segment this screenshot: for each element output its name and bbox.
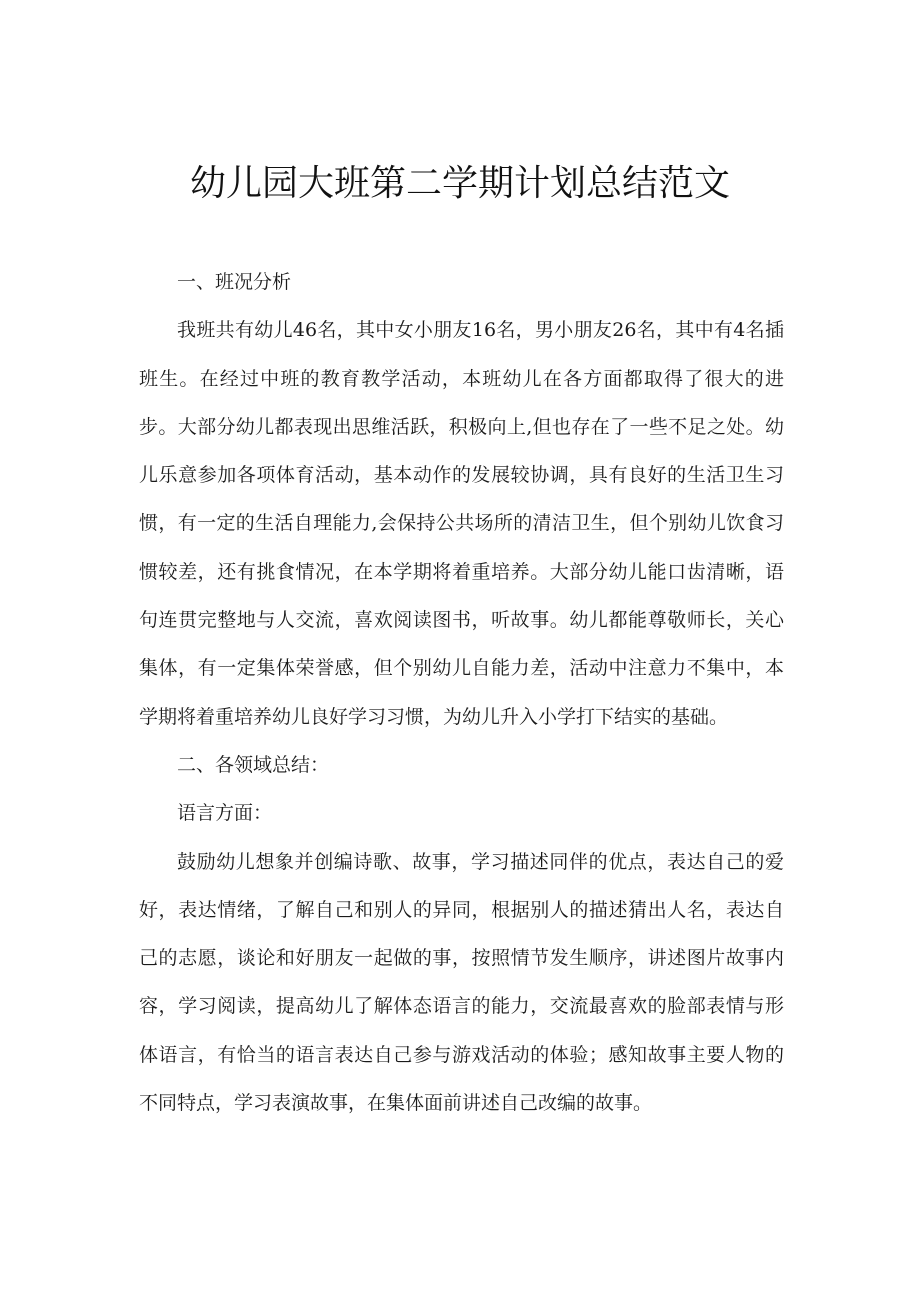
- document-title: 幼儿园大班第二学期计划总结范文: [189, 163, 730, 204]
- section-heading-class-analysis: 一、班况分析: [177, 271, 292, 293]
- section-heading-domain-summary: 二、各领域总结：: [177, 753, 330, 776]
- subsection-heading-language: 语言方面：: [177, 802, 273, 825]
- document-body: [139, 258, 784, 1127]
- paragraph-class-analysis: 我班共有幼儿46名，其中女小朋友16名，男小朋友26名，其中有4名插班生。在经过中班的教育教学活动，本班幼儿在各方面都取得了很大的进步。大部分幼儿都表现出思维活跃，积极向上,但也存在了一些不足之处。幼儿乐意参加各项体育活动，基本动作的发展较协调，具有良好的生活卫生习惯，有一定的生活自理能力,会保持公共场所的清洁卫生，但个别幼儿饮食习惯较差，还有挑食情况，在本学期将着重培养。大部分幼儿能口齿清晰，语句连贯完整地与人交流，喜欢阅读图书，听故事。幼儿都能尊敬师长，关心集体，有一定集体荣誉感，但个别幼儿自能力差，活动中注意力不集中，本学期将着重培养幼儿良好学习习惯，为幼儿升入小学打下结实的基础。: [139, 319, 784, 728]
- paragraph-language: 鼓励幼儿想象并创编诗歌、故事，学习描述同伴的优点，表达自己的爱好，表达情绪，了解自己和别人的异同，根据别人的描述猜出人名，表达自己的志愿，谈论和好朋友一起做的事，按照情节发生顺序，讲述图片故事内容，学习阅读，提高幼儿了解体态语言的能力，交流最喜欢的脸部表情与形体语言，有恰当的语言表达自己参与游戏活动的体验；感知故事主要人物的不同特点，学习表演故事，在集体面前讲述自己改编的故事。: [139, 850, 784, 1115]
